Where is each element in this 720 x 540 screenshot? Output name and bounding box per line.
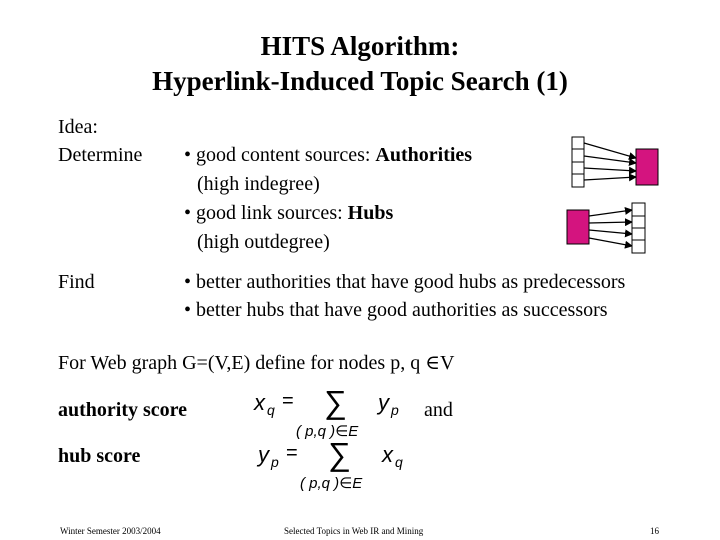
slide-title-line1: HITS Algorithm:	[260, 31, 460, 61]
slide-title-line2: Hyperlink-Induced Topic Search (1)	[152, 66, 568, 96]
authority-formula-term-sub: p	[391, 402, 399, 418]
authority-in-links	[584, 143, 636, 180]
authority-formula-lhs: x	[254, 390, 265, 415]
hub-formula-range: ( p,q )∈E	[300, 475, 363, 492]
hubs-subtext: (high outdegree)	[197, 231, 330, 253]
hubs-bullet-text: • good link sources:	[184, 202, 348, 224]
authority-node	[636, 149, 658, 185]
hub-formula-lhs: y	[258, 442, 269, 467]
authority-formula-eq: =	[282, 390, 294, 412]
hub-out-links	[589, 210, 632, 246]
hub-formula-lhs-sub: p	[271, 454, 279, 470]
authority-score-label: authority score	[58, 399, 188, 421]
sigma-icon: ∑	[324, 384, 347, 420]
find-bullet-hubs: • better hubs that have good authorities as successors	[184, 299, 608, 321]
sigma-icon: ∑	[328, 436, 351, 472]
page-number: 16	[650, 526, 659, 536]
and-text: and	[424, 399, 453, 421]
hubs-term: Hubs	[347, 202, 394, 224]
find-bullet-authorities: • better authorities that have good hubs as predecessors	[184, 271, 626, 293]
authority-formula-range: ( p,q )∈E	[296, 423, 359, 440]
determine-label: Determine	[58, 144, 143, 166]
footer-course: Selected Topics in Web IR and Mining	[284, 526, 424, 536]
authorities-bullet-text: • good content sources:	[184, 144, 376, 166]
graph-definition: For Web graph G=(V,E) define for nodes p, q ∈V	[58, 352, 455, 374]
hub-target-stack	[632, 203, 645, 253]
authorities-subtext: (high indegree)	[197, 173, 320, 195]
find-label: Find	[58, 271, 95, 293]
hub-score-label: hub score	[58, 445, 141, 467]
authority-source-stack	[572, 137, 584, 187]
idea-label: Idea:	[58, 116, 98, 138]
hub-formula-eq: =	[286, 442, 298, 464]
footer-semester: Winter Semester 2003/2004	[60, 526, 161, 536]
hub-formula-term: x	[382, 442, 393, 467]
authority-formula-term: y	[378, 390, 389, 415]
authority-formula-lhs-sub: q	[267, 402, 275, 418]
hub-node	[567, 210, 589, 244]
hub-formula-term-sub: q	[395, 454, 403, 470]
authorities-term: Authorities	[375, 144, 473, 166]
